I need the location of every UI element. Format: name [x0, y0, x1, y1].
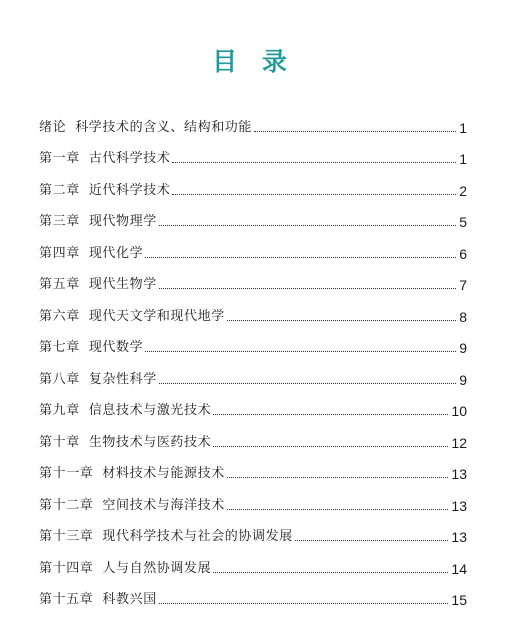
toc-entry[interactable] [39, 262, 467, 294]
dot-leader [213, 445, 448, 447]
toc-title: 信息技术与激光技术 [88, 403, 212, 418]
toc-page-number: 12 [451, 434, 467, 451]
dot-leader [172, 193, 456, 195]
toc-chapter: 第十四章 [39, 560, 94, 576]
toc-chapter: 第十章 [39, 434, 80, 450]
toc-title: 现代生物学 [88, 277, 157, 292]
toc-title: 现代科学技术与社会的协调发展 [102, 529, 293, 544]
table-of-contents [39, 104, 467, 608]
toc-page-number: 1 [459, 151, 467, 167]
toc-page-number: 7 [459, 277, 467, 293]
toc-entry[interactable] [39, 482, 467, 514]
toc-chapter: 绪论 [39, 119, 67, 135]
toc-chapter: 第十一章 [39, 466, 94, 481]
toc-page-number: 1 [459, 119, 467, 136]
toc-page-number: 6 [459, 245, 467, 262]
toc-title: 空间技术与海洋技术 [102, 497, 225, 513]
dot-leader [159, 382, 456, 384]
toc-title: 人与自然协调发展 [102, 560, 212, 576]
page-title: 目 录 [212, 47, 295, 76]
toc-title: 古代科学技术 [88, 151, 171, 166]
dot-leader [172, 161, 456, 163]
toc-entry[interactable] [39, 167, 467, 199]
toc-chapter: 第十三章 [39, 529, 94, 544]
toc-chapter: 第三章 [39, 214, 80, 229]
toc-chapter: 第四章 [39, 245, 80, 261]
dot-leader [145, 350, 456, 352]
toc-title: 现代物理学 [88, 214, 157, 229]
dot-leader [213, 413, 448, 415]
toc-page-number: 13 [451, 529, 467, 545]
toc-page-number: 13 [451, 466, 467, 482]
toc-entry[interactable] [39, 451, 467, 483]
toc-chapter: 第五章 [39, 277, 80, 292]
toc-page-number: 8 [459, 308, 467, 325]
toc-page-number: 14 [451, 560, 467, 577]
toc-chapter: 第十二章 [39, 497, 94, 513]
dot-leader [227, 476, 449, 478]
toc-entry[interactable] [39, 199, 467, 231]
toc-entry[interactable] [39, 545, 467, 577]
toc-title: 科学技术的含义、结构和功能 [75, 119, 253, 135]
toc-chapter: 第九章 [39, 403, 80, 418]
toc-title: 近代科学技术 [88, 182, 171, 198]
toc-chapter: 第七章 [39, 340, 80, 355]
toc-entry[interactable] [39, 136, 467, 168]
toc-title: 现代数学 [88, 340, 144, 355]
toc-title: 现代天文学和现代地学 [88, 308, 225, 324]
dot-leader [145, 256, 456, 258]
dot-leader [213, 571, 448, 573]
toc-chapter: 第一章 [39, 151, 80, 166]
toc-chapter: 第六章 [39, 308, 80, 324]
toc-title: 复杂性科学 [88, 371, 157, 387]
toc-chapter: 第十五章 [39, 592, 94, 607]
dot-leader [159, 287, 456, 289]
toc-entry[interactable] [39, 419, 467, 451]
toc-chapter: 第八章 [39, 371, 80, 387]
toc-entry[interactable] [39, 325, 467, 357]
toc-page-number: 10 [451, 403, 467, 419]
toc-title: 科教兴国 [102, 592, 157, 607]
dot-leader [227, 319, 456, 321]
toc-page-number: 15 [451, 592, 467, 608]
dot-leader [159, 224, 456, 226]
toc-entry[interactable] [39, 356, 467, 388]
toc-page-number: 9 [459, 371, 467, 388]
toc-chapter: 第二章 [39, 182, 80, 198]
toc-title: 生物技术与医药技术 [88, 434, 212, 450]
toc-entry[interactable] [39, 514, 467, 546]
toc-page-number: 13 [451, 497, 467, 514]
toc-title: 现代化学 [88, 245, 144, 261]
toc-page-number: 9 [459, 340, 467, 356]
dot-leader [159, 602, 449, 604]
toc-entry[interactable] [39, 293, 467, 325]
toc-entry[interactable] [39, 230, 467, 262]
toc-page-number: 2 [459, 182, 467, 199]
toc-title: 材料技术与能源技术 [102, 466, 225, 481]
dot-leader [227, 508, 449, 510]
toc-entry[interactable] [39, 577, 467, 609]
dot-leader [295, 539, 449, 541]
toc-entry[interactable] [39, 104, 467, 136]
toc-entry[interactable] [39, 388, 467, 420]
toc-page-number: 5 [459, 214, 467, 230]
dot-leader [254, 130, 456, 132]
